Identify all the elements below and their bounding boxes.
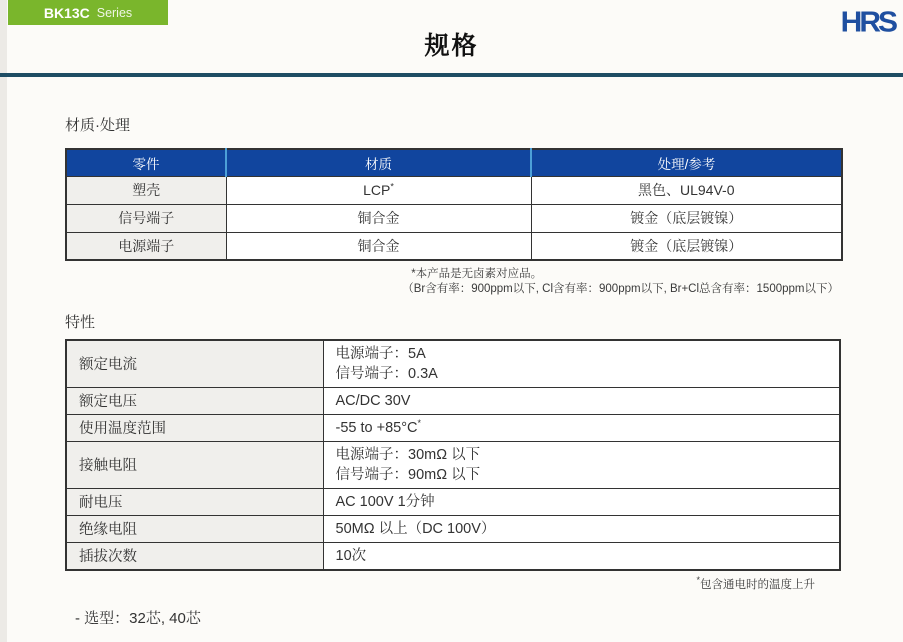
materials-row [66,204,842,232]
materials-row [66,176,842,204]
variant-note: - 选型：32芯, 40芯 [75,609,201,627]
materials-footnote [402,267,839,297]
materials-header-material: 材质 [226,149,531,176]
characteristics-row [66,414,840,441]
characteristics-cell-value: -55 to +85°C* [323,414,840,441]
hrs-logo: HRS [840,6,895,39]
characteristics-cell-value: AC 100V 1分钟 [323,488,840,515]
characteristics-cell-value: AC/DC 30V [323,387,840,414]
materials-cell-part: 信号端子 [66,204,226,232]
characteristics-row [66,441,840,488]
materials-footnote-line2: （Br含有率：900ppm以下, Cl含有率：900ppm以下, Br+Cl总含有率：1500ppm以下） [402,282,839,295]
title-divider [0,73,903,77]
characteristics-cell-value: 电源端子：30mΩ 以下 信号端子：90mΩ 以下 [323,441,840,488]
materials-cell-treatment: 镀金（底层镀镍） [531,204,842,232]
characteristics-row [66,340,840,388]
series-code: BK13C [43,4,90,21]
materials-cell-material: 铜合金 [226,232,531,260]
page-left-edge [0,0,7,642]
materials-header-part: 零件 [66,149,226,176]
series-banner [8,0,168,25]
materials-cell-part: 塑壳 [66,176,226,204]
characteristics-cell-value: 50MΩ 以上（DC 100V） [323,515,840,542]
materials-cell-treatment: 黑色、UL94V-0 [531,176,842,204]
characteristics-row [66,515,840,542]
materials-cell-treatment: 镀金（底层镀镍） [531,232,842,260]
materials-cell-material: 铜合金 [226,204,531,232]
page-title: 规格 [424,32,479,60]
characteristics-footnote-asterisk: * [696,575,700,586]
characteristics-row [66,488,840,515]
series-word: Series [96,5,133,20]
materials-table [65,148,843,261]
characteristics-cell-value: 电源端子：5A 信号端子：0.3A [323,340,840,388]
materials-cell-material: LCP* [226,176,531,204]
materials-row [66,232,842,260]
characteristics-table [65,339,841,571]
characteristics-row [66,542,840,570]
section-characteristics-label: 特性 [65,313,96,331]
characteristics-footnote [65,576,841,592]
characteristics-footnote-text: 包含通电时的温度上升 [700,578,815,591]
characteristics-cell-label: 额定电流 [66,340,323,388]
characteristics-cell-value: 10次 [323,542,840,570]
materials-header-treatment: 处理/参考 [531,149,842,176]
materials-header-row [66,149,842,176]
characteristics-row [66,387,840,414]
materials-cell-part: 电源端子 [66,232,226,260]
characteristics-cell-label: 插拔次数 [66,542,323,570]
characteristics-cell-label: 额定电压 [66,387,323,414]
characteristics-cell-label: 使用温度范围 [66,414,323,441]
section-materials-label: 材质·处理 [65,117,130,134]
characteristics-cell-label: 绝缘电阻 [66,515,323,542]
page-content [65,114,841,628]
characteristics-cell-label: 接触电阻 [66,441,323,488]
materials-footnote-line1: *本产品是无卤素对应品。 [411,268,543,280]
characteristics-cell-label: 耐电压 [66,488,323,515]
